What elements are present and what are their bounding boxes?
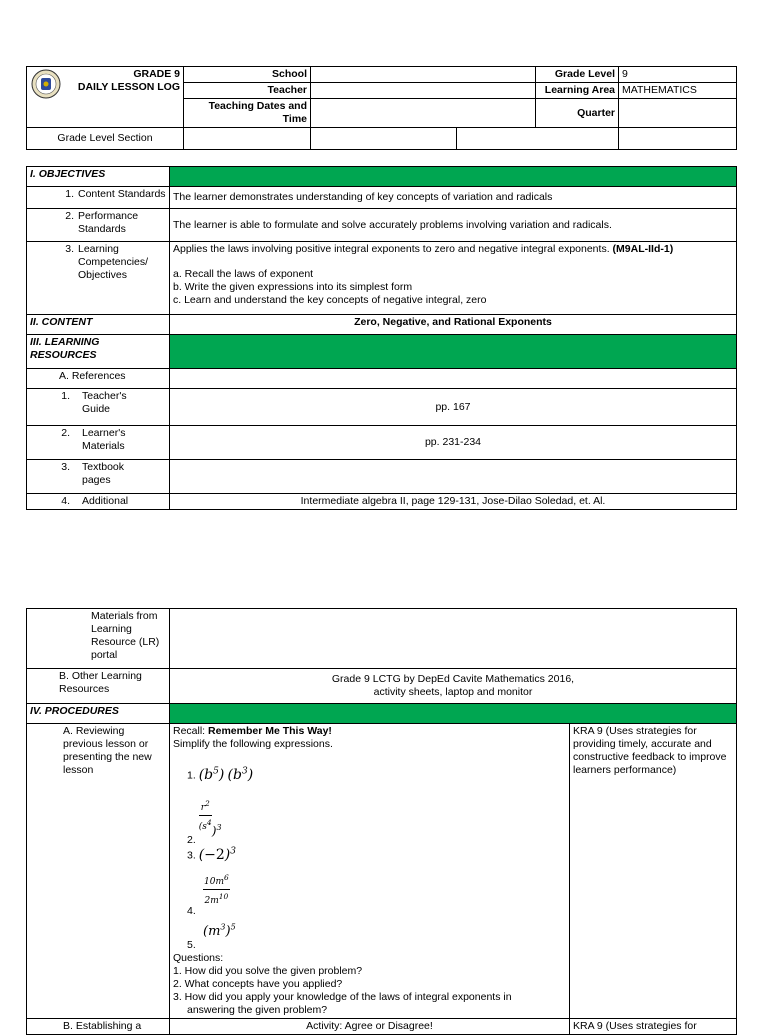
section-label: Grade Level Section xyxy=(27,128,184,150)
objective-b: b. Write the given expressions into its simplest form xyxy=(173,281,413,293)
procedure-b-activity: Activity: Agree or Disagree! xyxy=(170,1019,570,1035)
procedures-green-bar xyxy=(170,704,737,724)
exercise-1: 1. $(b^5)$ $(b^3)$ xyxy=(187,766,254,783)
deped-seal-icon xyxy=(31,69,61,99)
references-label: A. References xyxy=(27,369,170,389)
exercise-3-expression: $(-2)^3$ xyxy=(198,846,236,863)
school-value xyxy=(311,67,536,83)
lesson-table-page2 xyxy=(26,608,737,1035)
exercise-2: 2. $\frac{r^2}{(s^4}$ )$^3$ xyxy=(187,799,222,846)
question-3-continued: answering the given problem? xyxy=(187,1004,328,1016)
competency-statement: Applies the laws involving positive integral exponents to zero and negative integral exponents. xyxy=(173,243,610,255)
procedure-b-label: B. Establishing a xyxy=(27,1019,170,1035)
quarter-value xyxy=(619,99,737,128)
competencies-label: 3. Learning Competencies/ Objectives xyxy=(27,242,170,315)
recall-line: Recall: Remember Me This Way! xyxy=(173,725,332,737)
textbook-pages-value xyxy=(170,460,737,494)
header-title-cell xyxy=(27,67,184,128)
procedures-heading: IV. PROCEDURES xyxy=(27,704,170,724)
dates-value xyxy=(311,99,536,128)
section-cell-2 xyxy=(311,128,457,150)
teacher-value xyxy=(311,83,536,99)
section-cell-1 xyxy=(184,128,311,150)
school-label: School xyxy=(184,67,311,83)
exercise-list xyxy=(173,751,566,921)
content-standards-text: The learner demonstrates understanding of key concepts of variation and radicals xyxy=(170,187,737,209)
learning-area-value: MATHEMATICS xyxy=(619,83,737,99)
recall-title: Remember Me This Way! xyxy=(208,725,332,737)
exercise-4: 4. xyxy=(187,905,196,917)
learners-materials-label: 2. Learner's Materials xyxy=(27,426,170,460)
other-resources-label: B. Other Learning Resources xyxy=(27,669,170,704)
grade-heading: GRADE 9 xyxy=(133,68,180,80)
references-value xyxy=(170,369,737,389)
additional-materials-label: Materials from Learning Resource (LR) portal xyxy=(27,609,170,669)
competencies-text xyxy=(170,242,737,315)
objectives-heading: I. OBJECTIVES xyxy=(27,167,170,187)
exercise-1-expression: $(b^5)$ $(b^3)$ xyxy=(198,766,254,783)
kra-note-a: KRA 9 (Uses strategies for providing timely, accurate and constructive feedback to improve learners performance) xyxy=(570,724,737,1019)
additional-value: Intermediate algebra II, page 129-131, Jose-Dilao Soledad, et. Al. xyxy=(170,494,737,510)
resources-green-bar xyxy=(170,335,737,369)
questions-label: Questions: xyxy=(173,952,224,964)
question-1: 1. How did you solve the given problem? xyxy=(173,965,363,977)
grade-level-label: Grade Level xyxy=(536,67,619,83)
performance-standards-text: The learner is able to formulate and solve accurately problems involving variation and radicals. xyxy=(170,209,737,242)
learners-materials-value: pp. 231-234 xyxy=(170,426,737,460)
objective-c: c. Learn and understand the key concepts of negative integral, zero xyxy=(173,294,487,306)
additional-label: 4. Additional xyxy=(27,494,170,510)
content-text: Zero, Negative, and Rational Exponents xyxy=(170,315,737,335)
teachers-guide-label: 1. Teacher's Guide xyxy=(27,389,170,426)
header-table xyxy=(26,66,737,150)
exercise-5-expression: $(m^3)^5$ xyxy=(203,923,236,940)
procedure-a-label: A. Reviewing previous lesson or presenting the new lesson xyxy=(27,724,170,1019)
procedure-a-content xyxy=(170,724,570,1019)
performance-standards-label: 2. Performance Standards xyxy=(27,209,170,242)
section-cell-4 xyxy=(619,128,737,150)
dates-label: Teaching Dates and Time xyxy=(184,99,311,128)
objectives-green-bar xyxy=(170,167,737,187)
resources-heading: III. LEARNING RESOURCES xyxy=(27,335,170,369)
exercise-2-expression: $\frac{r^2}{(s^4}$ xyxy=(198,799,212,832)
question-3: 3. How did you apply your knowledge of the laws of integral exponents in xyxy=(173,991,512,1003)
content-heading: II. CONTENT xyxy=(27,315,170,335)
dll-title: DAILY LESSON LOG xyxy=(77,81,180,93)
kra-note-b: KRA 9 (Uses strategies for xyxy=(570,1019,737,1035)
lesson-table-page1 xyxy=(26,166,737,510)
recall-instruction: Simplify the following expressions. xyxy=(173,738,333,750)
quarter-label: Quarter xyxy=(536,99,619,128)
exercise-5: 5. xyxy=(187,939,196,951)
other-resources-value: Grade 9 LCTG by DepEd Cavite Mathematics 2016, activity sheets, laptop and monitor xyxy=(170,669,737,704)
question-2: 2. What concepts have you applied? xyxy=(173,978,343,990)
teacher-label: Teacher xyxy=(184,83,311,99)
exercise-4-fraction: $10m^6$ $2m^{10}$ xyxy=(204,873,229,906)
objective-a: a. Recall the laws of exponent xyxy=(173,268,314,280)
textbook-pages-label: 3. Textbook pages xyxy=(27,460,170,494)
section-cell-3 xyxy=(457,128,619,150)
learning-area-label: Learning Area xyxy=(536,83,619,99)
teachers-guide-value: pp. 167 xyxy=(170,389,737,426)
content-standards-label: 1. Content Standards xyxy=(27,187,170,209)
additional-materials-value xyxy=(170,609,737,669)
competency-code: (M9AL-IId-1) xyxy=(612,243,674,255)
grade-level-value: 9 xyxy=(619,67,737,83)
exercise-3: 3. $(-2)^3$ xyxy=(187,846,236,863)
